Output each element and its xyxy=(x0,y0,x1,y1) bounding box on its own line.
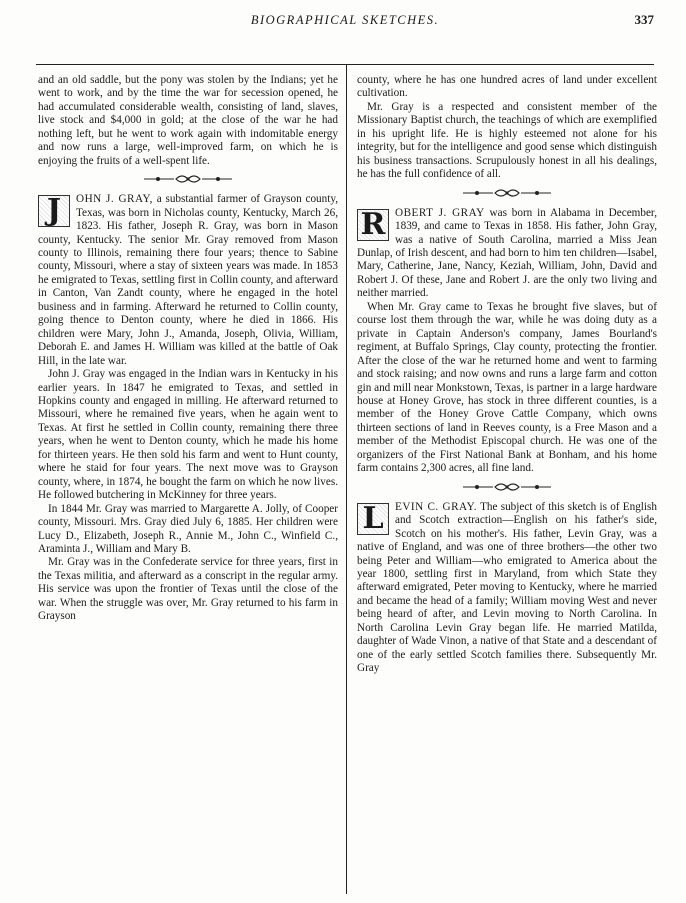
john-gray-paragraph-1 xyxy=(38,193,338,368)
paragraph-continuation: county, where he has one hundred acres of land under excellent cultivation. xyxy=(357,74,657,100)
robert-gray-paragraph-1 xyxy=(357,207,657,301)
section-ornament xyxy=(38,173,338,185)
john-gray-paragraph-3: In 1844 Mr. Gray was married to Margarette A. Jolly, of Cooper county, Missouri. Mrs. Gray died July 6, 1885. Her children were Lucy D., Elizabeth, Joseph R., Annie M., John C., Winfield C., Araminta J., William and Mary B. xyxy=(38,502,338,555)
ornament-icon xyxy=(459,187,555,199)
levin-gray-paragraph-1 xyxy=(357,501,657,676)
john-gray-text-1: a substantial farmer of Grayson county, Texas, was born in Nicholas county, Kentucky, March 26, 1823. His father, Joseph R. Gray, was born in Mason county, Kentucky. The senior Mr. Gray removed from Mason county to Illinois, remaining there four years; thence to Sabine county, Missouri, where a stay of sixteen years was made. In 1853 he emigrated to Texas, settling first in Collin county, and afterward in Canton, Van Zandt county, where he engaged in the hotel business and in farming. Afterward he returned to Collin county, going thence to Denton county, where he died in 1866. His children were Mary, John J., Amanda, Joseph, Olivia, William, Deborah E. and James H. William was killed at the battle of Oak Hill, in the late war. xyxy=(38,193,338,367)
levin-gray-text-1: The subject of this sketch is of English and Scotch extraction—English on his father's side, Scotch on his mother's. His father, Levin Gray, was a native of England, and was one of three brothers—the other two being Peter and William—who emigrated to America about the year 1800, settling first in Maryland, from which State they afterward emigrated, Peter moving to Kentucky, where he married and became the head of a family; William moving West and never being heard of after, and Levin moving to North Carolina. In North Carolina Levin Gray began life. He married Matilda, daughter of Wade Vinon, a native of that State and a descendant of one of the early settled Scotch families there. Subsequently Mr. Gray xyxy=(357,500,657,675)
john-gray-paragraph-2: John J. Gray was engaged in the Indian wars in Kentucky in his earlier years. In 1847 he emigrated to Texas, and settled in Hopkins county and engaged in milling. He afterward returned to Missouri, where he remained five years, when he again went to Texas. At first he settled in Collin county, remaining there three years, when he went to Denton county, which he made his home for thirteen years. He then sold his farm and went to Hunt county, where he staid for four years. The next move was to Grayson county, where, in 1874, he bought the farm on which he now lives. He followed butchering in McKinney for three years. xyxy=(38,368,338,502)
john-gray-name: OHN J. GRAY, xyxy=(76,193,153,206)
section-ornament xyxy=(357,481,657,493)
robert-gray-text-1: was born in Alabama in December, 1839, and came to Texas in 1858. His father, John Gray, was a native of South Carolina, married a Miss Jean Dunlap, of Irish descent, and had born to him ten children—Isabel, Mary, Catherine, Jane, Nancy, Keziah, William, John, David and Robert J. Of these, Jane and Robert J. are the only two living and neither married. xyxy=(357,206,657,300)
dropcap-j: J xyxy=(38,195,70,227)
robert-gray-name: OBERT J. GRAY xyxy=(395,206,485,219)
page-header xyxy=(36,10,654,32)
page-number: 337 xyxy=(634,12,654,27)
ornament-icon xyxy=(140,173,236,185)
dropcap-l: L xyxy=(357,503,389,535)
running-title: BIOGRAPHICAL SKETCHES. xyxy=(250,13,440,27)
paragraph-continuation-2: Mr. Gray is a respected and consistent member of the Missionary Baptist church, the teachings of which are exemplified in his upright life. He is highly esteemed not alone for his integrity, but for the intelligence and good sense which distinguish his business transactions. Scrupulously honest in all his dealings, he has the full confidence of all. xyxy=(357,100,657,181)
section-ornament xyxy=(357,187,657,199)
left-column xyxy=(38,74,338,624)
robert-gray-paragraph-2: When Mr. Gray came to Texas he brought five slaves, but of course lost them through the war, while he was doing duty as a private in Captain Anderson's company, James Bourland's regiment, at Buffalo Springs, Clay county, protecting the frontier. After the close of the war he returned home and went to farming and stock raising; and now owns and runs a large farm and cotton gin and mill near Monkstown, Texas, is partner in a large hardware house at Honey Grove, has stock in three different counties, is a member of the Honey Grove Cattle Company, which owns thirteen sections of land in Reeves county, is a Free Mason and a member of the Methodist Episcopal church. He was one of the organizers of the First National Bank at Bonham, and his home farm contains 2,300 acres, all fine land. xyxy=(357,300,657,475)
header-rule xyxy=(36,64,654,65)
levin-gray-name: EVIN C. GRAY. xyxy=(395,500,478,513)
right-column xyxy=(357,74,657,676)
ornament-icon xyxy=(459,481,555,493)
dropcap-r: R xyxy=(357,209,389,241)
john-gray-paragraph-4: Mr. Gray was in the Confederate service for three years, first in the Texas militia, and afterward as a conscript in the regular army. His service was upon the frontier of Texas until the close of the war. When the struggle was over, Mr. Gray returned to his farm in Grayson xyxy=(38,556,338,623)
paragraph-intro: and an old saddle, but the pony was stolen by the Indians; yet he went to work, and by the time the war for secession opened, he had accumulated considerable wealth, consisting of land, slaves, live stock and $4,000 in gold; at the close of the war he had nothing left, but he went to work again with indomitable energy and now runs a large, well-improved farm, on which he is enjoying the fruits of a well-spent life. xyxy=(38,74,338,167)
column-divider xyxy=(346,64,347,894)
